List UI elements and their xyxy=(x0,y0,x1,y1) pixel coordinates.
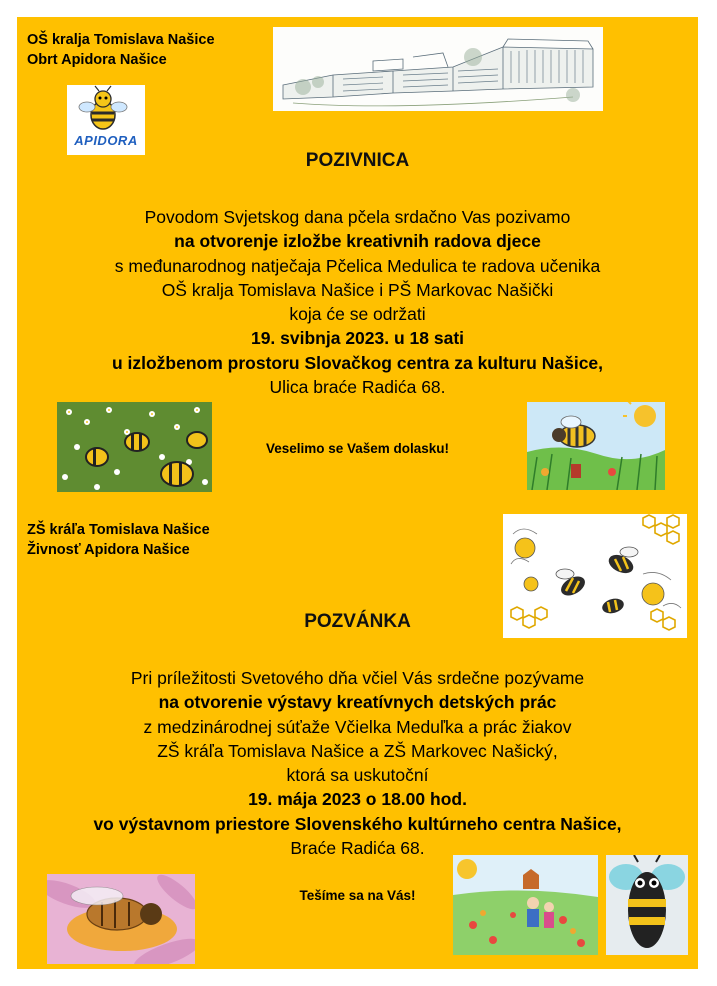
invitation-line: s međunarodnog natječaja Pčelica Medulica te radova učenika xyxy=(114,255,601,276)
invitation-text-hr xyxy=(17,205,698,399)
invitation-line: Pri príležitosti Svetového dňa včiel Vás srdečne pozývame xyxy=(130,668,585,688)
bee-field-drawing xyxy=(527,402,665,490)
invitation-line: ktorá sa uskutoční xyxy=(286,765,429,786)
closing-text-hr: Veselimo se Vašem dolasku! xyxy=(265,441,450,456)
invitation-title-hr: POZIVNICA xyxy=(305,150,410,171)
invitation-line: OŠ kralja Tomislava Našice i PŠ Markovac Našički xyxy=(161,279,554,300)
invitation-line: koja će se održati xyxy=(289,304,426,325)
invitation-line: Povodom Svjetskog dana pčela srdačno Vas pozivamo xyxy=(144,207,571,227)
invitation-line: 19. svibnja 2023. u 18 sati xyxy=(250,328,465,349)
school-name-hr: OŠ kralja Tomislava Našice xyxy=(27,32,215,48)
invitation-line: na otvorenie výstavy kreatívnych detských prác xyxy=(158,692,557,713)
school-building-sketch xyxy=(273,27,603,111)
invitation-line: ZŠ kráľa Tomislava Našice a ZŠ Markovec Našický, xyxy=(157,740,558,761)
invitation-page xyxy=(17,17,698,969)
invitation-line: na otvorenje izložbe kreativnih radova djece xyxy=(174,231,541,252)
apidora-logo-text: APIDORA xyxy=(74,133,138,148)
sponsor-name-hr: Obrt Apidora Našice xyxy=(27,52,167,68)
plush-bee-photo xyxy=(606,855,688,955)
invitation-line: 19. mája 2023 o 18.00 hod. xyxy=(248,789,467,810)
sponsor-name-sk: Živnosť Apidora Našice xyxy=(27,542,190,558)
closing-text-sk: Tešíme sa na Vás! xyxy=(299,888,416,903)
invitation-line: Braće Radića 68. xyxy=(290,838,425,859)
invitation-title-sk: POZVÁNKA xyxy=(304,611,411,632)
invitation-line: z medzinárodnej súťaže Včielka Meduľka a prác žiakov xyxy=(143,716,572,737)
invitation-line: u izložbenom prostoru Slovačkog centra za kulturu Našice, xyxy=(111,352,604,373)
school-name-sk: ZŠ kráľa Tomislava Našice xyxy=(27,522,210,538)
invitation-text-sk xyxy=(17,666,698,860)
invitation-line: Ulica braće Radića 68. xyxy=(269,377,446,398)
apidora-logo xyxy=(67,85,145,155)
children-meadow-drawing xyxy=(453,855,598,955)
invitation-line: vo výstavnom priestore Slovenského kultúrneho centra Našice, xyxy=(93,813,622,834)
